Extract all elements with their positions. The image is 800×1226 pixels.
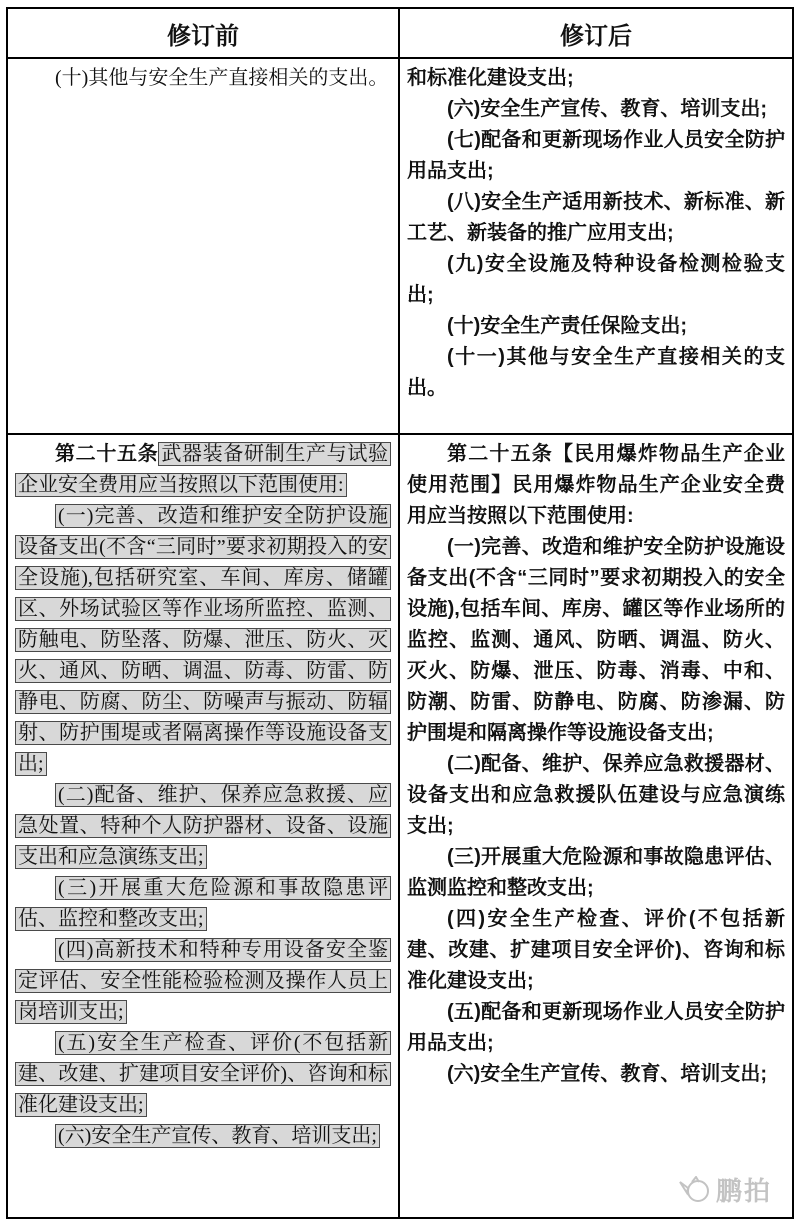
paragraph: (四)安全生产检查、评价(不包括新建、改建、扩建项目安全评价)、咨询和标准化建设支出; — [407, 908, 785, 992]
before-cell-top — [8, 59, 400, 435]
paragraph: (二)配备、维护、保养应急救援器材、设备支出和应急救援队伍建设与应急演练支出; — [407, 753, 785, 837]
paragraph: (十)其他与安全生产直接相关的支出。 — [55, 67, 389, 89]
paragraph: (三)开展重大危险源和事故隐患评估、监测监控和整改支出; — [407, 846, 785, 899]
paragraph: (八)安全生产适用新技术、新标准、新工艺、新装备的推广应用支出; — [407, 191, 785, 244]
article-intro-paragraph: 第二十五条【民用爆炸物品生产企业使用范围】民用爆炸物品生产企业安全费用应当按照以下范围使用: — [407, 443, 785, 527]
deleted-text-highlight: 武器装备研制生产与试验企业安全费用应当按照以下范围使用: — [15, 442, 391, 497]
paragraph: (五)配备和更新现场作业人员安全防护用品支出; — [407, 1001, 785, 1054]
boxed-paragraph — [15, 780, 391, 873]
boxed-paragraph — [15, 935, 391, 1028]
deleted-text-highlight: (二)配备、维护、保养应急救援、应急处置、特种个人防护器材、设备、设施支出和应急演练支出; — [15, 783, 391, 869]
revision-comparison-table — [6, 7, 794, 1219]
boxed-paragraph — [15, 501, 391, 780]
paragraph: (九)安全设施及特种设备检测检验支出; — [407, 253, 785, 306]
boxed-paragraph — [15, 1121, 391, 1152]
paragraph: (七)配备和更新现场作业人员安全防护用品支出; — [407, 129, 785, 182]
paragraph: (六)安全生产宣传、教育、培训支出; — [447, 1063, 767, 1085]
before-cell-article25 — [8, 435, 400, 1217]
paragraph: (一)完善、改造和维护安全防护设施设备支出(不含“三同时”要求初期投入的安全设施),包括车间、库房、罐区等作业场所的监控、监测、通风、防晒、调温、防火、灭火、防爆、泄压、防毒、消毒、中和、防潮、防雷、防静电、防腐、防渗漏、防护围堤和隔离操作等设施设备支出; — [407, 536, 785, 744]
after-cell-top — [400, 59, 792, 435]
paragraph: (六)安全生产宣传、教育、培训支出; — [447, 98, 767, 120]
boxed-paragraph — [15, 1028, 391, 1121]
article-number: 第二十五条 — [55, 443, 159, 465]
deleted-text-highlight: (五)安全生产检查、评价(不包括新建、改建、扩建项目安全评价)、咨询和标准化建设支出; — [15, 1031, 391, 1117]
header-before: 修订前 — [8, 9, 400, 59]
deleted-text-highlight: (四)高新技术和特种专用设备安全鉴定评估、安全性能检验检测及操作人员上岗培训支出; — [15, 938, 391, 1024]
deleted-text-highlight: (一)完善、改造和维护安全防护设施设备支出(不含“三同时”要求初期投入的安全设施),包括研究室、车间、库房、储罐区、外场试验区等作业场所监控、监测、防触电、防坠落、防爆、泄压、防火、灭火、通风、防晒、调温、防毒、防雷、防静电、防腐、防尘、防噪声与振动、防辐射、防护围堤或者隔离操作等设施设备支出; — [15, 504, 391, 776]
deleted-text-highlight: (六)安全生产宣传、教育、培训支出; — [55, 1124, 380, 1148]
article-intro-paragraph — [15, 439, 391, 501]
deleted-text-highlight: (三)开展重大危险源和事故隐患评估、监控和整改支出; — [15, 876, 391, 931]
header-after: 修订后 — [400, 9, 792, 59]
watermark-text: 鹏拍 — [715, 1176, 772, 1206]
after-cell-article25 — [400, 435, 792, 1217]
paragraph: (十一)其他与安全生产直接相关的支出。 — [407, 346, 785, 399]
boxed-paragraph — [15, 873, 391, 935]
paragraph: (十)安全生产责任保险支出; — [447, 315, 687, 337]
paragraph-continuation: 和标准化建设支出; — [407, 67, 574, 89]
